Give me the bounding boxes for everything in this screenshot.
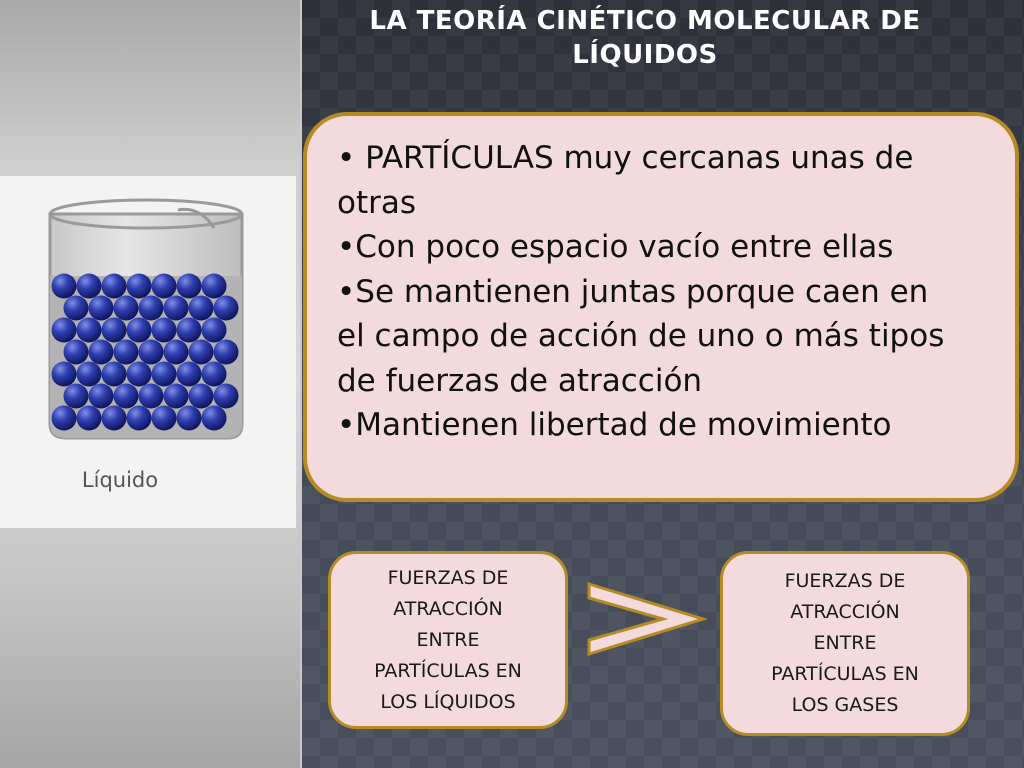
particle-icon — [52, 362, 77, 387]
title-line-1: LA TEORÍA CINÉTICO MOLECULAR DE — [369, 6, 921, 36]
box-line: ENTRE — [813, 632, 877, 654]
particle-icon — [102, 318, 127, 343]
particle-icon — [114, 384, 139, 409]
particle-icon — [202, 406, 227, 431]
particle-icon — [164, 384, 189, 409]
particle-icon — [152, 274, 177, 299]
slide-title — [340, 4, 950, 72]
properties-box — [303, 112, 1019, 502]
box-line: FUERZAS DE — [387, 566, 509, 589]
particle-icon — [52, 406, 77, 431]
particle-icon — [77, 406, 102, 431]
particle-icon — [139, 340, 164, 365]
particle-icon — [127, 406, 152, 431]
bullet-line: de fuerzas de atracción — [337, 362, 703, 399]
bullet-line: •Se mantienen juntas porque caen en — [337, 273, 929, 310]
particle-icon — [139, 384, 164, 409]
particle-icon — [152, 318, 177, 343]
greater-than-icon — [585, 580, 707, 658]
particle-icon — [114, 340, 139, 365]
particle-icon — [202, 318, 227, 343]
particle-icon — [89, 296, 114, 321]
bullet-line: •Mantienen libertad de movimiento — [337, 407, 892, 443]
particle-icon — [77, 318, 102, 343]
particle-icon — [64, 384, 89, 409]
particle-icon — [77, 274, 102, 299]
particle-icon — [52, 318, 77, 343]
liquids-forces-box — [328, 551, 568, 729]
box-line: PARTÍCULAS EN — [771, 663, 919, 685]
particle-icon — [189, 340, 214, 365]
liquid-beaker-illustration — [0, 176, 296, 528]
particle-icon — [177, 274, 202, 299]
particle-icon — [202, 274, 227, 299]
particle-icon — [89, 384, 114, 409]
particle-icon — [127, 318, 152, 343]
particle-icon — [52, 274, 77, 299]
image-caption: Líquido — [81, 468, 159, 492]
particle-icon — [152, 362, 177, 387]
box-line: PARTÍCULAS EN — [374, 659, 522, 682]
particle-icon — [214, 384, 239, 409]
particle-icon — [189, 296, 214, 321]
bullet-line: •Con poco espacio vacío entre ellas — [337, 229, 894, 265]
particle-icon — [102, 362, 127, 387]
gases-forces-box — [720, 551, 970, 736]
box-line: LOS GASES — [791, 694, 899, 716]
box-line: ATRACCIÓN — [393, 597, 503, 620]
title-line-2: LÍQUIDOS — [572, 40, 718, 70]
box-line: ENTRE — [416, 628, 480, 651]
particle-icon — [202, 362, 227, 387]
particle-icon — [177, 406, 202, 431]
particle-icon — [164, 296, 189, 321]
particle-icon — [77, 362, 102, 387]
box-line: ATRACCIÓN — [790, 601, 900, 623]
bullet-line: otras — [337, 184, 417, 221]
bullet-line: • PARTÍCULAS muy cercanas unas de — [337, 140, 914, 176]
particle-icon — [102, 274, 127, 299]
particle-icon — [89, 340, 114, 365]
particle-icon — [214, 340, 239, 365]
box-line: FUERZAS DE — [784, 570, 906, 592]
particle-icon — [164, 340, 189, 365]
particle-icon — [177, 318, 202, 343]
bullet-line: el campo de acción de uno o más tipos — [337, 318, 945, 354]
particle-icon — [139, 296, 164, 321]
particle-icon — [127, 274, 152, 299]
particle-icon — [152, 406, 177, 431]
particle-icon — [177, 362, 202, 387]
particle-icon — [64, 340, 89, 365]
particle-icon — [114, 296, 139, 321]
particle-icon — [189, 384, 214, 409]
box-line: LOS LÍQUIDOS — [380, 690, 516, 713]
particle-icon — [127, 362, 152, 387]
particle-icon — [102, 406, 127, 431]
particle-icon — [214, 296, 239, 321]
particle-icon — [64, 296, 89, 321]
